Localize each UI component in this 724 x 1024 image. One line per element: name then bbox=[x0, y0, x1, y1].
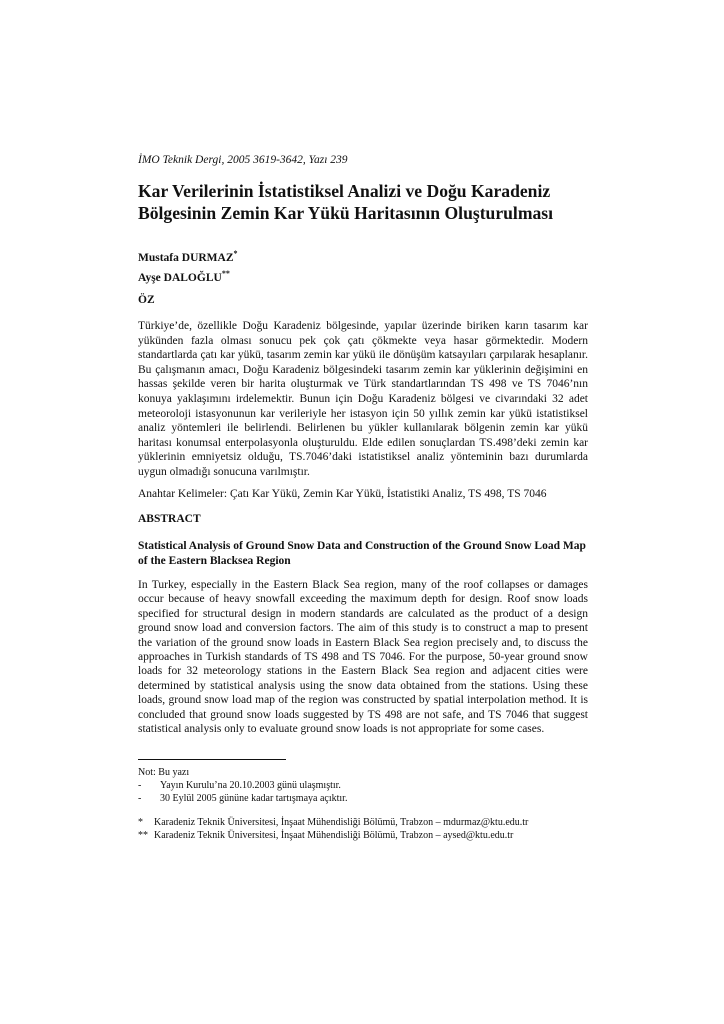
abstract-heading: ABSTRACT bbox=[138, 513, 201, 525]
oz-body: Türkiye’de, özellikle Doğu Karadeniz bölgesinde, yapılar üzerinde biriken karın tasarım kar yükünden fazla olması sonucu pek çok çatı çökmekte veya hasar görmektedir. Modern standartlarda çatı kar yükü, tasarım zemin kar yükü ile dönüşüm katsayıları çarpılarak hesaplanır. Bu çalışmanın amacı, Doğu Karadeniz bölgesindeki tasarım zemin kar yüklerinin değişimini en hassas şekilde veren bir harita oluşturmak ve Türk standartlarından TS 498 ve TS 7046’nın konuya yaklaşımını irdelemektir. Bunun için Doğu Karadeniz bölgesi ve civarındaki 32 adet meteoroloji istasyonunun kar verileriyle her istasyon için 50 yıllık zemin kar yükü istatistiksel analiz yöntemleri ile belirlendi. Belirlenen bu yükler kullanılarak bölgenin zemin kar yükü haritası konumsal enterpolasyonla oluşturuldu. Elde edilen sonuçlardan TS.498’deki zemin kar yüklerinin emniyetsiz olduğu, TS.7046’daki istatistiksel analiz yönteminin bazı durumlarda uygun olmadığı sonucuna varılmıştır. bbox=[138, 320, 588, 478]
note-text: 30 Eylül 2005 gününe kadar tartışmaya açıktır. bbox=[160, 793, 348, 804]
footnote-divider bbox=[138, 759, 286, 760]
author-2 bbox=[138, 266, 238, 286]
author-list bbox=[138, 246, 238, 286]
keywords: Anahtar Kelimeler: Çatı Kar Yükü, Zemin Kar Yükü, İstatistiki Analiz, TS 498, TS 7046 bbox=[138, 488, 547, 500]
author-mark: * bbox=[233, 249, 238, 258]
paper-title: Kar Verilerinin İstatistiksel Analizi ve Doğu Karadeniz Bölgesinin Zemin Kar Yükü Haritasının Oluşturulması bbox=[138, 181, 554, 223]
abstract-body: In Turkey, especially in the Eastern Black Sea region, many of the roof collapses or damages occur because of heavy snowfall exceeding the maximum depth for design. Roof snow loads specified for structural design in modern standards are calculated as the product of a design ground snow load and conversion factors. The aim of this study is to construct a map to present the variation of the ground snow loads in Eastern Black Sea region precisely and, to discuss the approaches in Turkish standards of TS 498 and TS 7046. For the purpose, 50-year ground snow loads for 32 meteorology stations in the Eastern Black Sea region and adjacent cities were determined by statistical analysis using the snow data obtained from the stations. Using these loads, ground snow load map of the region was constructed by spatial interpolation method. It is concluded that ground snow loads suggested by TS 498 are not safe, and TS 7046 that suggest statistical analysis only to evaluate ground snow loads is not appropriate for some cases. bbox=[138, 579, 588, 736]
affiliation-text: Karadeniz Teknik Üniversitesi, İnşaat Mühendisliği Bölümü, Trabzon – mdurmaz@ktu.edu.tr bbox=[154, 817, 529, 828]
author-name: Ayşe DALOĞLU bbox=[138, 272, 222, 284]
affiliation-item bbox=[138, 816, 528, 829]
oz-heading: ÖZ bbox=[138, 294, 155, 306]
affiliation-mark: * bbox=[138, 817, 143, 828]
note-text: Yayın Kurulu’na 20.10.2003 günü ulaşmıştır. bbox=[160, 780, 341, 791]
english-title: Statistical Analysis of Ground Snow Data and Construction of the Ground Snow Load Map of the Eastern Blacksea Region bbox=[138, 540, 586, 567]
note-mark: - bbox=[138, 780, 142, 791]
author-name: Mustafa DURMAZ bbox=[138, 252, 234, 264]
affiliation-item bbox=[138, 829, 528, 842]
footnote-notes bbox=[138, 766, 347, 805]
affiliation-text: Karadeniz Teknik Üniversitesi, İnşaat Mühendisliği Bölümü, Trabzon – aysed@ktu.edu.tr bbox=[154, 830, 514, 841]
affiliations bbox=[138, 816, 528, 842]
journal-citation: İMO Teknik Dergi, 2005 3619-3642, Yazı 239 bbox=[138, 154, 348, 166]
note-mark: - bbox=[138, 793, 142, 804]
notes-heading: Not: Bu yazı bbox=[138, 767, 190, 778]
note-item bbox=[138, 792, 347, 805]
affiliation-mark: ** bbox=[138, 830, 148, 841]
note-item bbox=[138, 779, 347, 792]
author-mark: ** bbox=[221, 269, 230, 278]
author-1 bbox=[138, 246, 238, 266]
